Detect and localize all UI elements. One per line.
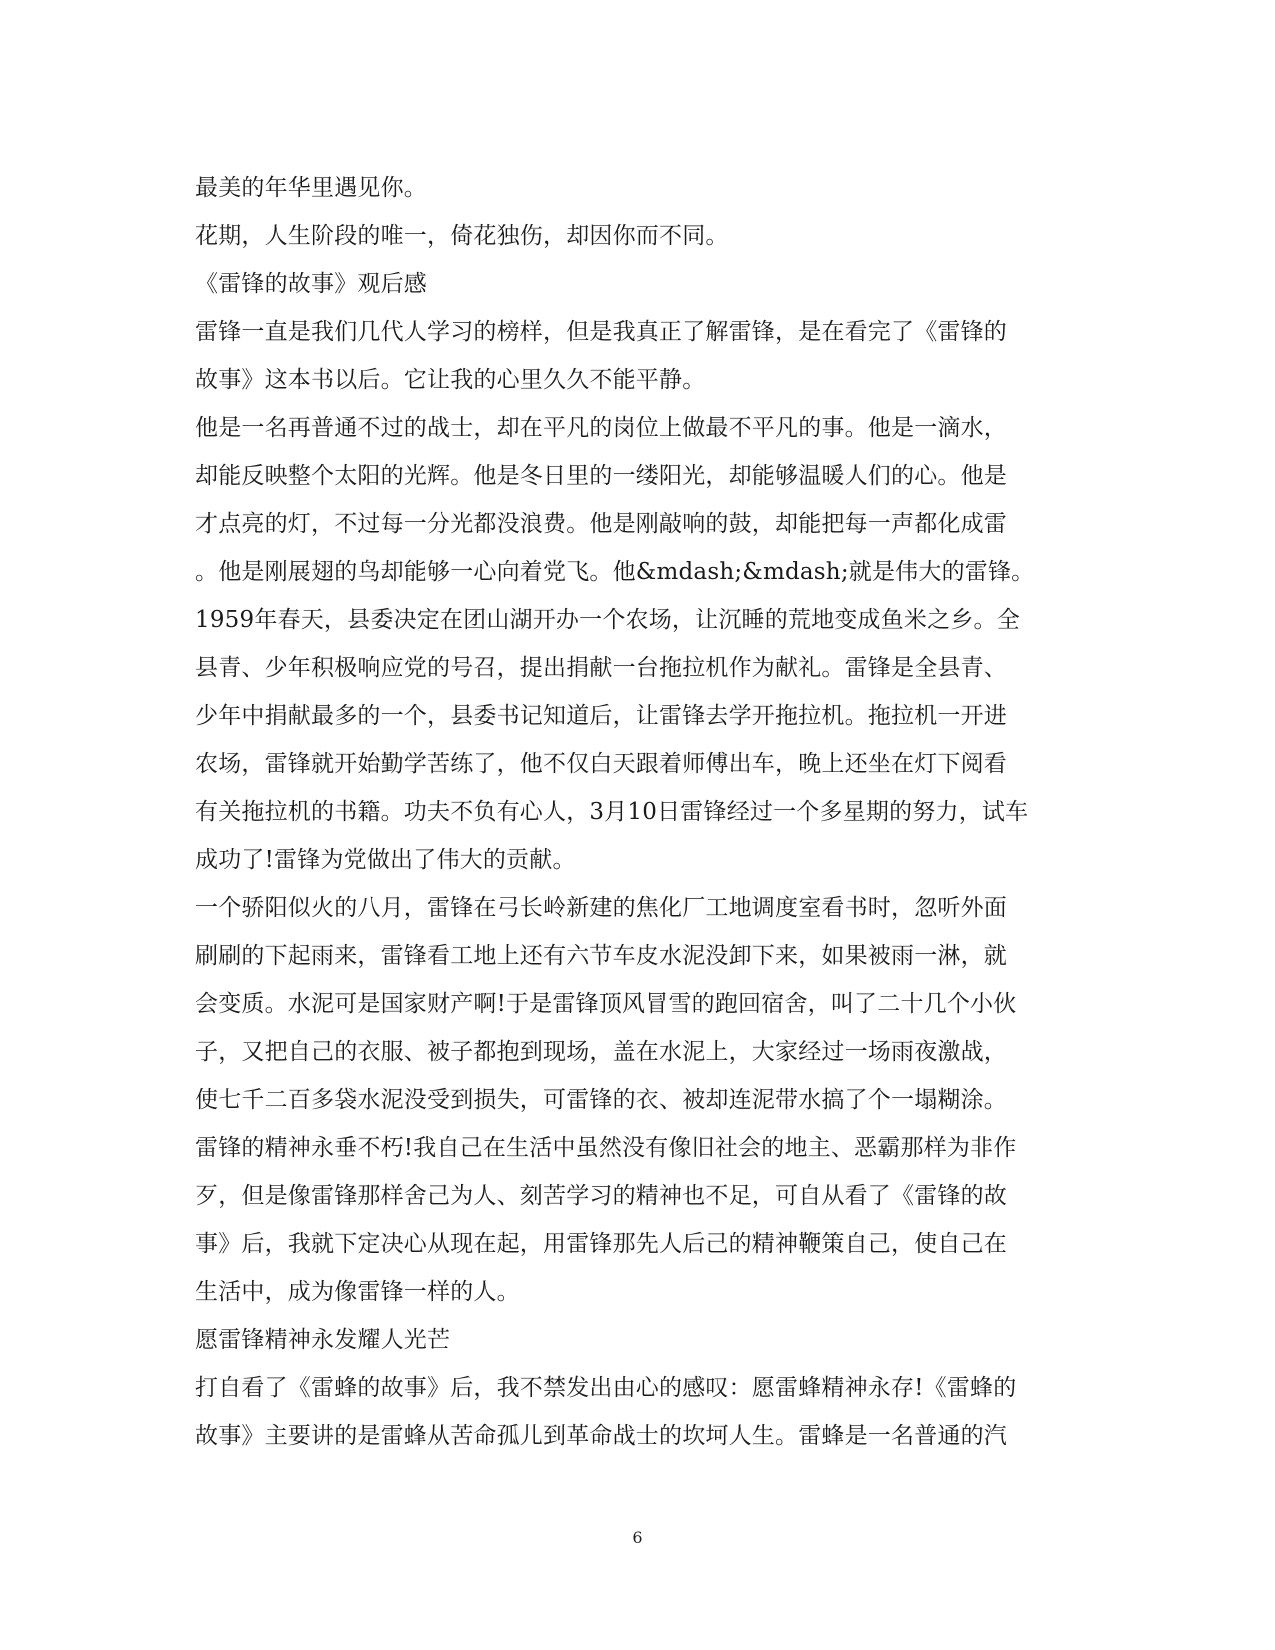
text-line: 一个骄阳似火的八月，雷锋在弓长岭新建的焦化厂工地调度室看书时，忽听外面 (195, 895, 1007, 921)
page-number: 6 (632, 1528, 643, 1547)
text-line: 生活中，成为像雷锋一样的人。 (195, 1279, 520, 1305)
text-line: 1959年春天，县委决定在团山湖开办一个农场，让沉睡的荒地变成鱼米之乡。全 (195, 607, 1020, 633)
text-line: 才点亮的灯，不过每一分光都没浪费。他是刚敲响的鼓，却能把每一声都化成雷 (195, 511, 1007, 537)
text-line: 少年中捐献最多的一个，县委书记知道后，让雷锋去学开拖拉机。拖拉机一开进 (195, 703, 1007, 729)
document-body (195, 164, 1075, 1460)
text-line: 花期，人生阶段的唯一，倚花独伤，却因你而不同。 (195, 223, 729, 249)
text-line: 故事》这本书以后。它让我的心里久久不能平静。 (195, 367, 706, 393)
text-line: 雷锋一直是我们几代人学习的榜样，但是我真正了解雷锋，是在看完了《雷锋的 (195, 319, 1007, 345)
text-line: 事》后，我就下定决心从现在起，用雷锋那先人后己的精神鞭策自己，使自己在 (195, 1231, 1007, 1257)
text-line: 使七千二百多袋水泥没受到损失，可雷锋的衣、被却连泥带水搞了个一塌糊涂。 (195, 1087, 1007, 1113)
text-line: 子，又把自己的衣服、被子都抱到现场，盖在水泥上，大家经过一场雨夜激战， (195, 1039, 1007, 1065)
text-line: 成功了!雷锋为党做出了伟大的贡献。 (195, 847, 576, 873)
text-line: 却能反映整个太阳的光辉。他是冬日里的一缕阳光，却能够温暖人们的心。他是 (195, 463, 1007, 489)
text-line: 农场，雷锋就开始勤学苦练了，他不仅白天跟着师傅出车，晚上还坐在灯下阅看 (195, 751, 1007, 777)
section-title: 《雷锋的故事》观后感 (195, 271, 427, 297)
text-line: 雷锋的精神永垂不朽!我自己在生活中虽然没有像旧社会的地主、恶霸那样为非作 (195, 1135, 1017, 1161)
text-line: 有关拖拉机的书籍。功夫不负有心人，3月10日雷锋经过一个多星期的努力，试车 (195, 799, 1029, 825)
section-title: 愿雷锋精神永发耀人光芒 (195, 1327, 451, 1353)
text-line: 。他是刚展翅的鸟却能够一心向着党飞。他&mdash;&mdash;就是伟大的雷锋。 (195, 559, 1035, 585)
text-line: 歹，但是像雷锋那样舍己为人、刻苦学习的精神也不足，可自从看了《雷锋的故 (195, 1183, 1007, 1209)
text-line: 故事》主要讲的是雷蜂从苦命孤儿到革命战士的坎坷人生。雷蜂是一名普通的汽 (195, 1423, 1007, 1449)
text-line: 最美的年华里遇见你。 (195, 175, 427, 201)
text-line: 会变质。水泥可是国家财产啊!于是雷锋顶风冒雪的跑回宿舍，叫了二十几个小伙 (195, 991, 1017, 1017)
text-line: 他是一名再普通不过的战士，却在平凡的岗位上做最不平凡的事。他是一滴水， (195, 415, 1007, 441)
text-line: 县青、少年积极响应党的号召，提出捐献一台拖拉机作为献礼。雷锋是全县青、 (195, 655, 1007, 681)
text-line: 打自看了《雷蜂的故事》后，我不禁发出由心的感叹：愿雷蜂精神永存!《雷蜂的 (195, 1375, 1017, 1401)
text-line: 刷刷的下起雨来，雷锋看工地上还有六节车皮水泥没卸下来，如果被雨一淋，就 (195, 943, 1007, 969)
